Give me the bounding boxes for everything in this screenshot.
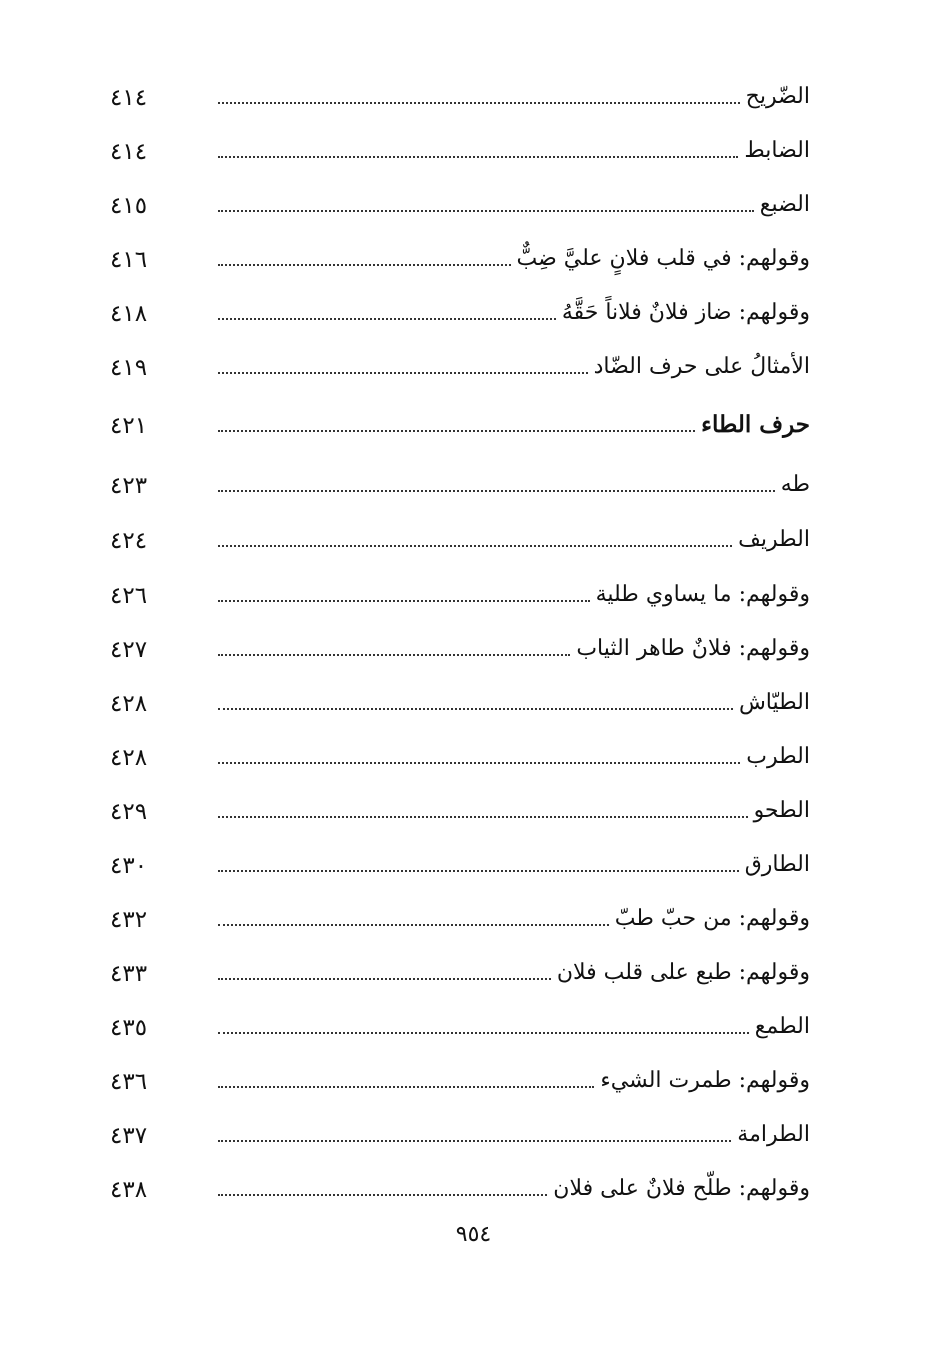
toc-entry (110, 786, 810, 826)
toc-entry (110, 1110, 810, 1150)
toc-entry-title: الطريف (738, 527, 810, 552)
dot-leader (218, 430, 695, 432)
dot-leader (218, 870, 739, 872)
toc-page-number: ٤٣٢ (110, 907, 148, 933)
dot-leader (218, 1194, 547, 1196)
toc-entry-title: الطيّاش (738, 690, 810, 715)
toc-entry (110, 840, 810, 880)
dot-leader (218, 102, 740, 104)
toc-entry-title: الضبع (759, 192, 810, 217)
toc-entry (110, 624, 810, 664)
toc-page-number: ٤٣٠ (110, 853, 148, 879)
toc-entry (110, 126, 810, 166)
toc-page-number: ٤٣٥ (110, 1015, 148, 1041)
toc-entry (110, 1002, 810, 1042)
toc-entry (110, 460, 810, 500)
toc-entry (110, 342, 810, 382)
toc-page-number: ٤١٩ (110, 355, 148, 381)
toc-page-number: ٤٢٤ (110, 528, 148, 554)
section-heading-title: حرف الطاء (701, 411, 810, 438)
toc-entry (110, 1056, 810, 1096)
toc-entry (110, 234, 810, 274)
toc-page-number: ٤٢١ (110, 413, 148, 439)
toc-page-number: ٤٣٧ (110, 1123, 148, 1149)
dot-leader (218, 490, 775, 492)
toc-entry-title: وقولهم: من حبّ طبّ (614, 906, 810, 931)
toc-page-number: ٤٢٣ (110, 473, 148, 499)
dot-leader (218, 1086, 594, 1088)
toc-entry (110, 72, 810, 112)
dot-leader (218, 264, 511, 266)
toc-entry (110, 180, 810, 220)
dot-leader (218, 654, 570, 656)
toc-page-number: ٤٢٧ (110, 637, 148, 663)
toc-page-number: ٤٢٦ (110, 583, 148, 609)
toc-entry-title: وقولهم: ما يساوي طلية (595, 582, 810, 607)
toc-entry (110, 1164, 810, 1204)
toc-entry-title: الطرب (746, 744, 810, 769)
toc-entry (110, 678, 810, 718)
toc-page-number: ٤٣٦ (110, 1069, 148, 1095)
dot-leader (218, 600, 590, 602)
toc-page-number: ٤٢٨ (110, 745, 148, 771)
toc-entry-title: الضّريح (745, 84, 810, 109)
toc-entry-title: الطرامة (737, 1122, 810, 1147)
toc-page-number: ٤٢٨ (110, 691, 148, 717)
toc-entry (110, 570, 810, 610)
dot-leader (218, 545, 732, 547)
toc-entry-title: وقولهم: فلانٌ طاهر الثياب (576, 636, 810, 661)
toc-entry-title: الطمع (754, 1014, 810, 1039)
toc-page-number: ٤١٨ (110, 301, 148, 327)
toc-page-number: ٤٣٨ (110, 1177, 148, 1203)
dot-leader (218, 156, 738, 158)
toc-page-number: ٤١٦ (110, 247, 148, 273)
toc-entry-title: وقولهم: ضاز فلانٌ فلاناً حَقَّهُ (561, 300, 810, 325)
page-number-footer: ٩٥٤ (455, 1222, 492, 1247)
toc-page-number: ٤٣٣ (110, 961, 148, 987)
dot-leader (218, 816, 748, 818)
dot-leader (218, 924, 609, 926)
toc-entry-title: الأمثالُ على حرف الضّاد (593, 354, 810, 379)
dot-leader (218, 210, 754, 212)
dot-leader (218, 1032, 749, 1034)
toc-entry (110, 948, 810, 988)
toc-page-number: ٤١٥ (110, 193, 148, 219)
toc-entry-title: الطارق (744, 852, 810, 877)
dot-leader (218, 762, 740, 764)
dot-leader (218, 318, 556, 320)
toc-entry (110, 732, 810, 772)
toc-entry (110, 288, 810, 328)
toc-section-heading (110, 400, 810, 440)
toc-entry-title: وقولهم: طمرت الشيء (600, 1068, 810, 1093)
toc-page-number: ٤١٤ (110, 139, 148, 165)
toc-entry-title: وقولهم: في قلب فلانٍ عليَّ ضِبٌّ (516, 246, 810, 271)
toc-entry (110, 515, 810, 555)
toc-page-number: ٤٢٩ (110, 799, 148, 825)
toc-entry-title: وقولهم: طلّح فلانٌ على فلان (553, 1176, 810, 1201)
toc-entry-title: الضابط (744, 138, 810, 163)
dot-leader (218, 1140, 731, 1142)
dot-leader (218, 708, 733, 710)
toc-entry-title: طه (780, 472, 810, 497)
toc-entry-title: وقولهم: طبع على قلب فلان (556, 960, 810, 985)
dot-leader (218, 978, 551, 980)
dot-leader (218, 372, 588, 374)
toc-entry (110, 894, 810, 934)
toc-entry-title: الطحو (753, 798, 810, 823)
toc-page-number: ٤١٤ (110, 85, 148, 111)
